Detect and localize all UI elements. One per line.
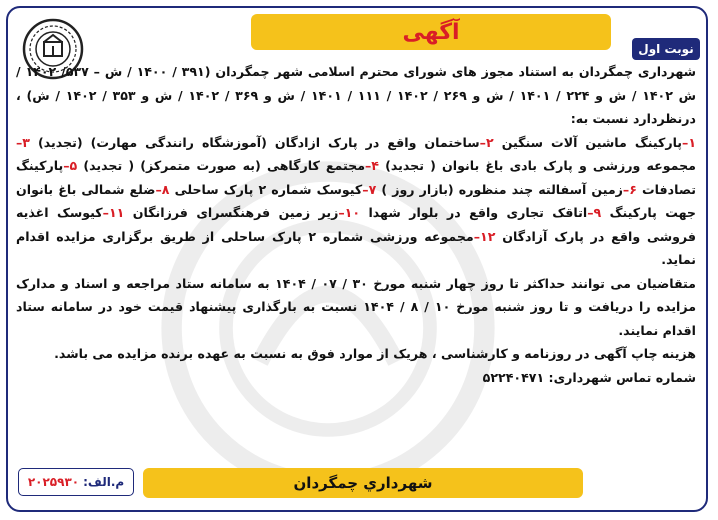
ad-code-box [18,468,134,496]
item-number: ۵ [69,158,78,173]
insertion-badge: نوبت اول [632,38,700,60]
item-number: ۱ [688,134,697,150]
contact-line: شماره تماس شهرداری: ۵۲۲۴۰۴۷۱ [482,369,696,385]
item-number: ۴ [371,158,379,173]
deadline-paragraph: متقاضیان می توانند حداکثر تا روز چهار شنبه مورخ ۳۰ / ۰۷ / ۱۴۰۴ به سامانه ستاد مراجعه و اسناد و مدارک مزایده را دریافت و تا روز شنبه مورخ ۱۰ / ۸ / ۱۴۰۴ نسبت به بارگذاری پیشنهاد قیمت خود در سامانه ستاد اقدام نمایند. [16,275,696,338]
item-text: کیوسک اغذیه فروشی واقع در پارک آزادگان [16,205,697,244]
items-list: ۱–پارکینگ ماشین آلات سنگین ۲–ساختمان واقع در پارک ازادگان (آموزشگاه رانندگی مهارت) (تجدید) ۳–مجموعه ورزشی و پارک بادی باغ بانوان ( تجدید) ۴–مجتمع کارگاهی (به صورت متمرکز) ( تجدید) ۵–پارکینگ تصادفات ۶–زمین آسفالته چند منظوره (بازار روز ) ۷–کیوسک شماره ۲ پارک ساحلی ۸–ضلع شمالی باغ بانوان جهت پارکینگ ۹–اتاقک تجاری واقع در بلوار شهدا ۱۰–زیر زمین فرهنگسرای فرزانگان ۱۱–کیوسک اغذیه فروشی واقع در پارک آزادگان ۱۲–مجموعه ورزشی شماره ۲ پارک ساحلی [16,134,697,244]
item-number: ۷ [368,181,377,197]
item-number: ۸ [161,181,170,197]
item-text: پارکینگ ماشین آلات سنگین [501,134,683,150]
ad-code-label: م.الف: [83,475,125,489]
item-number: ۶ [629,181,637,197]
title-bar [251,14,611,50]
item-number: ۲ [485,134,494,150]
item-number: ۱۲ [480,228,496,244]
cost-paragraph: هزینه چاپ آگهی در روزنامه و کارشناسی ، هریک از موارد فوق به نسبت به عهده برنده مزایده می باشد. [54,346,696,361]
intro-text: شهرداری چمگردان به استناد مجوز های شورای محترم اسلامی شهر چمگردان (۳۹۱ / ۱۴۰۰ / ش – ۵۳۷/ ۱۴۰۲ / ش ۱۴۰۲ / ش و ۲۲۴ / ۱۴۰۱ / ش و ۲۶۹ / ۱۴۰۲ / ۱۱۱ / ۱۴۰۱ / ش و ۳۶۹ / ۱۴۰۲ / ش و ۳۵۳ / ۱۴۰۲ / ش) ، درنظردارد نسبت به: [16,64,697,126]
item-text: ساختمان واقع در پارک ازادگان (آموزشگاه رانندگی مهارت) (تجدید) [38,134,480,150]
items-end-text: از طریق برگزاری مزایده اقدام نماید. [16,228,696,267]
item-number: ۳ [22,134,30,150]
footer-bar [143,468,583,498]
item-text: مجموعه ورزشی و پارک بادی باغ بانوان ( تجدید) [385,158,696,173]
item-text: ضلع شمالی باغ بانوان جهت پارکینگ [16,181,696,220]
item-text: اتاقک تجاری واقع در بلوار شهدا [368,205,588,220]
item-text: مجموعه ورزشی شماره ۲ پارک ساحلی [221,228,474,244]
item-text: مجتمع کارگاهی (به صورت متمرکز) ( تجدید) [83,158,365,173]
item-text: زیر زمین فرهنگسرای فرزانگان [132,205,339,220]
notice-body [16,60,696,389]
page-title: آگهی [402,19,460,45]
item-number: ۱۰ [344,205,361,220]
footer-org: شهرداري چمگردان [293,474,433,492]
item-text: کیوسک شماره ۲ پارک ساحلی [174,181,363,197]
item-number: ۹ [593,205,602,220]
item-text: پارکینگ تصادفات [16,158,696,197]
notice-frame [6,6,708,512]
item-number: ۱۱ [108,205,125,220]
ad-code-value: ۲۰۲۵۹۳۰ [27,475,80,489]
item-text: زمین آسفالته چند منظوره (بازار روز ) [381,181,623,197]
